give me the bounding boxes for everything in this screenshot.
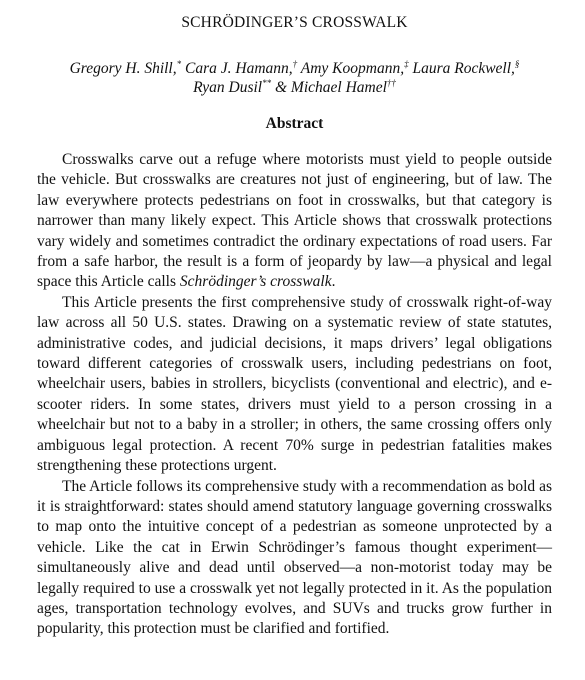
author-name: Amy Koopmann, [300,60,405,77]
abstract-paragraph: This Article presents the first comprehensive study of crosswalk right-of-way law across all 50 U.S. states. Drawing on a systematic review of state statutes, administrative codes, and judicial decisions, it maps drivers’ legal obligations toward different categories of crosswalk users, including pedestrians on foot, wheelchair users, babies in strollers, bicyclists (conventional and electric), and e-scooter riders. In some states, drivers must yield to a person crossing in a wheelchair but not to a baby in a stroller; in others, the same crossing offers only ambiguous legal protection. A recent 70% surge in pedestrian fatalities makes strengthening these protections urgent. [37,293,552,475]
abstract-paragraph [37,150,552,293]
author-line-1 [37,59,552,78]
author-connector: & [274,79,288,96]
footnote-mark[interactable]: * [176,58,182,69]
emphasized-term: Schrödinger’s crosswalk [179,273,332,291]
author-name: Ryan Dusil [193,79,263,96]
author-name: Cara J. Hamann, [185,60,293,77]
author-name: Michael Hamel [290,79,387,96]
footnote-mark[interactable]: ‡ [404,58,409,69]
author-name: Gregory H. Shill, [69,60,177,77]
abstract-heading: Abstract [265,115,324,132]
abstract-paragraph: The Article follows its comprehensive study with a recommendation as bold as it is straightforward: states should amend statutory language governing crosswalks to map onto the intuitive concept of a pedestrian as someone unprotected by a vehicle. Like the cat in Erwin Schrödinger’s famous thought experiment—simultaneously alive and dead until observed—a non-motorist today may be legally required to use a crosswalk yet not legally protected in it. As the population ages, transportation technology evolves, and SUVs and trucks grow further in popularity, this protection must be clarified and fortified. [37,477,552,638]
footnote-mark[interactable]: ** [262,77,272,88]
paragraph-text: . [331,273,336,291]
footnote-mark[interactable]: § [514,58,520,69]
footnote-mark[interactable]: †† [386,77,396,88]
paper-title: SCHRÖDINGER’S CROSSWALK [181,14,408,31]
paragraph-text: Crosswalks carve out a refuge where motorists must yield to people outside the vehicle. But crosswalks are creatures not just of engineering, but of law. The law everywhere protects pedestrians on foot in crosswalks, but that category is narrower than many likely expect. This Article shows that crosswalk protections vary widely and sometimes contradict the ordinary expectations of road users. Far from a safe harbor, the result is a form of jeopardy by law—a physical and legal space this Article calls [37,151,552,291]
author-line-2 [37,78,552,97]
author-list [37,59,552,97]
abstract-body [37,150,552,640]
author-name: Laura Rockwell, [412,60,515,77]
footnote-mark[interactable]: † [292,58,298,69]
